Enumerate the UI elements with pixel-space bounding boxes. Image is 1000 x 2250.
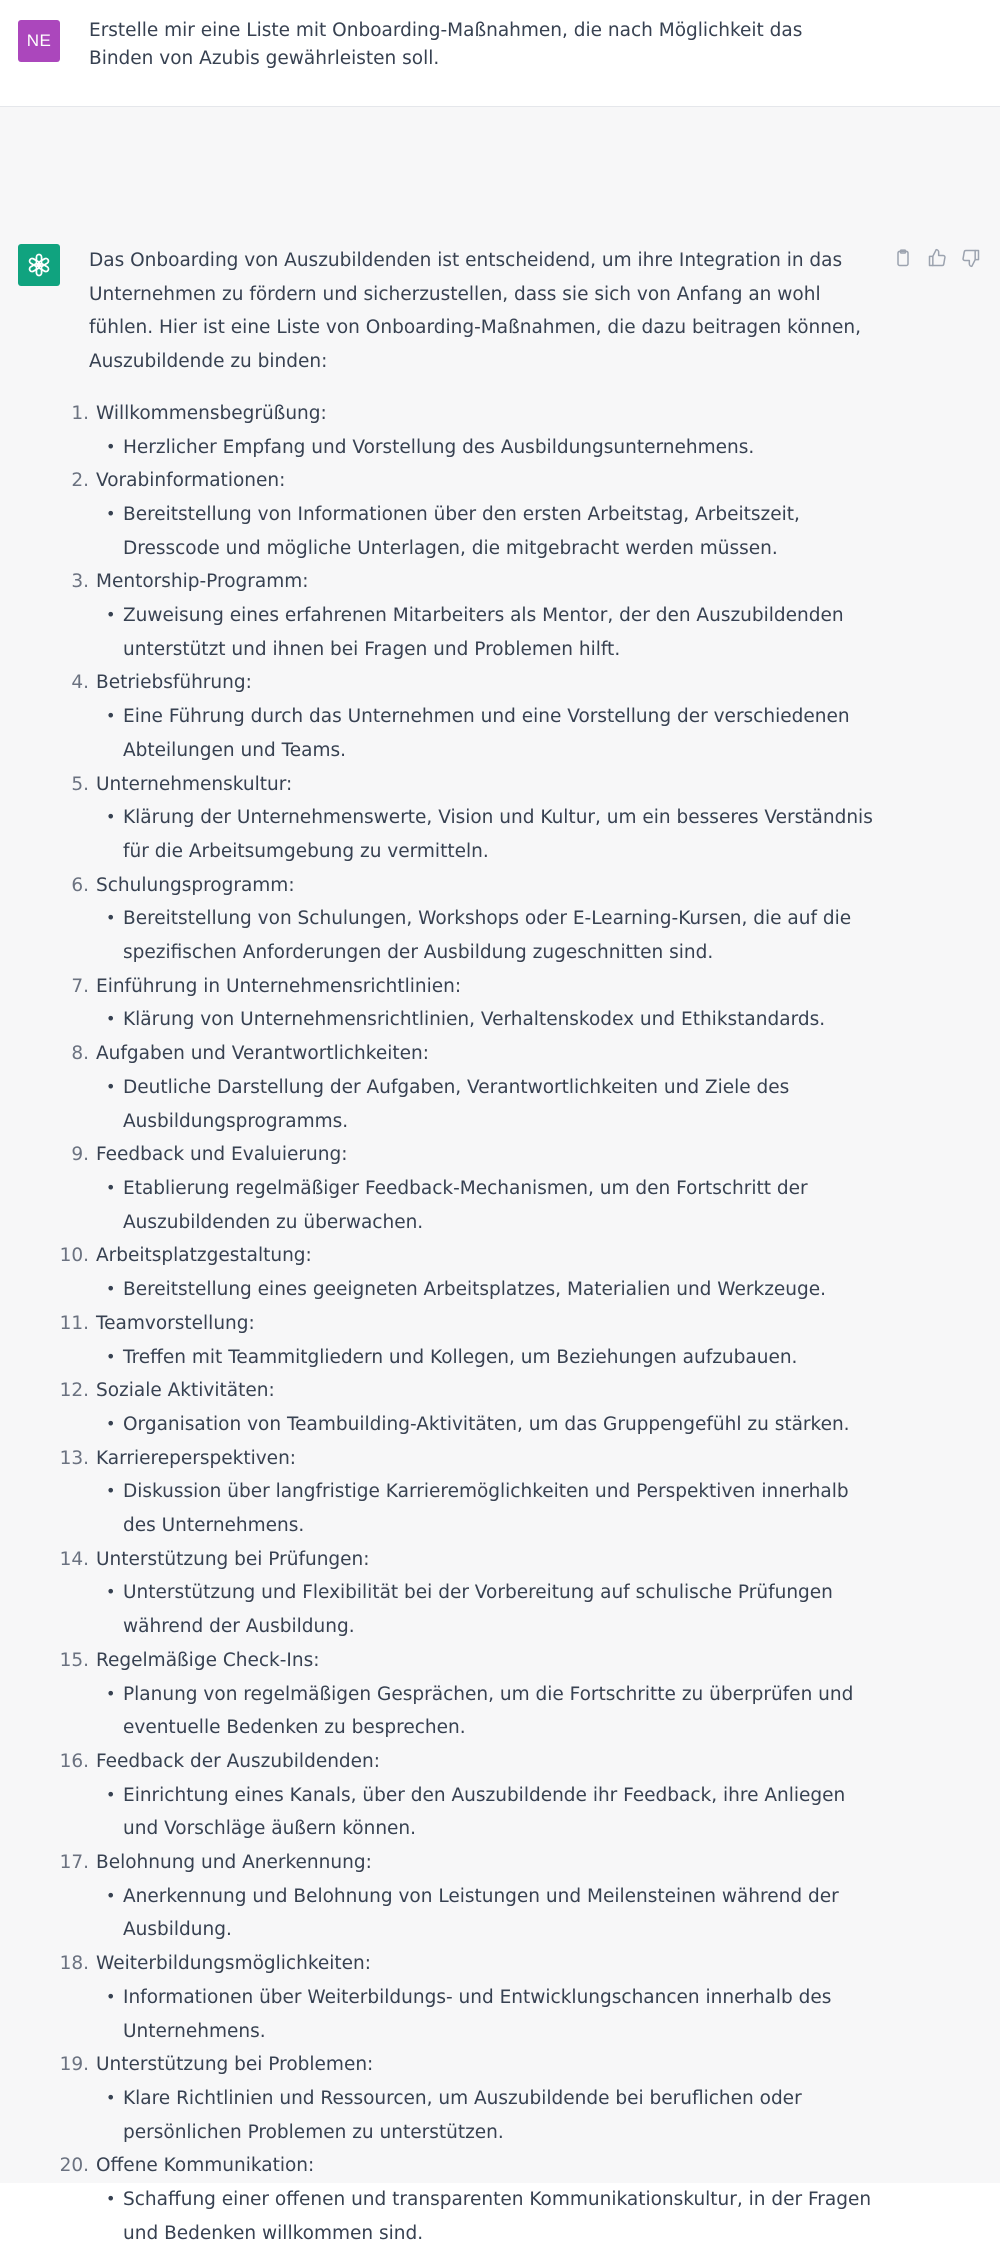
list-item-number: 2. bbox=[71, 470, 89, 492]
list-item-detail: Etablierung regelmäßiger Feedback-Mechanismen, um den Fortschritt der Auszubildenden zu überwachen. bbox=[123, 1177, 808, 1233]
list-item-number: 10. bbox=[59, 1245, 89, 1267]
list-item-bullet bbox=[96, 801, 879, 868]
list-item-title: Mentorship-Programm: bbox=[96, 571, 309, 593]
list-item-title: Willkommensbegrüßung: bbox=[96, 402, 327, 424]
assistant-content bbox=[59, 244, 879, 2250]
list-item-number: 11. bbox=[59, 1312, 89, 1334]
list-item-title: Betriebsführung: bbox=[96, 672, 252, 694]
list-item-number: 16. bbox=[59, 1750, 89, 1772]
bullet-icon: • bbox=[106, 1279, 116, 1299]
list-item bbox=[59, 1307, 879, 1374]
bullet-icon: • bbox=[106, 1076, 116, 1096]
list-item-detail: Eine Führung durch das Unternehmen und eine Vorstellung der verschiedenen Abteilungen und Teams. bbox=[123, 706, 850, 761]
clipboard-icon bbox=[893, 248, 913, 268]
list-item-detail: Organisation von Teambuilding-Aktivitäten, um das Gruppengefühl zu stärken. bbox=[123, 1413, 850, 1435]
list-item-number: 12. bbox=[59, 1380, 89, 1402]
assistant-intro: Das Onboarding von Auszubildenden ist entscheidend, um ihre Integration in das Unternehmen zu fördern und sicherzustellen, dass sie sich von Anfang an wohl fühlen. Hier ist eine Liste von Onboarding-Maßnahmen, die dazu beitragen können, Auszubildende zu binden: bbox=[89, 250, 861, 373]
list-item bbox=[71, 869, 879, 970]
list-item bbox=[71, 397, 879, 464]
list-item-title: Feedback der Auszubildenden: bbox=[96, 1750, 381, 1772]
bullet-icon: • bbox=[106, 1784, 116, 1804]
list-item-title: Karriereperspektiven: bbox=[96, 1447, 297, 1469]
list-item-title: Soziale Aktivitäten: bbox=[96, 1380, 275, 1402]
list-item-title: Vorabinformationen: bbox=[96, 470, 286, 492]
list-item-title: Regelmäßige Check-Ins: bbox=[96, 1649, 320, 1671]
bullet-icon: • bbox=[106, 908, 116, 928]
list-item bbox=[71, 1037, 879, 1138]
list-item-detail: Treffen mit Teammitgliedern und Kollegen, um Beziehungen aufzubauen. bbox=[123, 1346, 798, 1368]
list-item-detail: Unterstützung und Flexibilität bei der Vorbereitung auf schulische Prüfungen während der Ausbildung. bbox=[123, 1582, 833, 1638]
user-message bbox=[0, 0, 1000, 107]
list-item-bullet bbox=[96, 700, 879, 767]
list-item-number: 9. bbox=[71, 1144, 89, 1166]
bullet-icon: • bbox=[106, 1346, 116, 1366]
list-item-detail: Schaffung einer offenen und transparenten Kommunikationskultur, in der Fragen und Bedenken willkommen sind. bbox=[123, 2189, 872, 2244]
list-item-bullet bbox=[96, 599, 879, 666]
bullet-icon: • bbox=[106, 1986, 116, 2006]
list-item bbox=[59, 1644, 879, 1745]
bullet-icon: • bbox=[106, 1177, 116, 1197]
list-item bbox=[71, 666, 879, 767]
list-item bbox=[59, 1543, 879, 1644]
list-item-number: 14. bbox=[59, 1548, 89, 1570]
list-item-bullet bbox=[96, 1408, 879, 1442]
thumbs-down-icon bbox=[961, 248, 981, 268]
bullet-icon: • bbox=[106, 807, 116, 827]
list-item-bullet bbox=[96, 1003, 879, 1037]
list-item-title: Teamvorstellung: bbox=[96, 1312, 255, 1334]
list-item-bullet bbox=[96, 1576, 879, 1643]
list-item-number: 19. bbox=[59, 2054, 89, 2076]
list-item-detail: Zuweisung eines erfahrenen Mitarbeiters als Mentor, der den Auszubildenden unterstützt und ihnen bei Fragen und Problemen hilft. bbox=[123, 605, 844, 660]
list-item-detail: Planung von regelmäßigen Gesprächen, um die Fortschritte zu überprüfen und eventuelle Bedenken zu besprechen. bbox=[123, 1683, 854, 1739]
list-item bbox=[71, 565, 879, 666]
message-actions bbox=[892, 247, 982, 269]
list-item-bullet bbox=[96, 902, 879, 969]
bullet-icon: • bbox=[106, 2087, 116, 2107]
bullet-icon: • bbox=[106, 1683, 116, 1703]
bullet-icon: • bbox=[106, 605, 116, 625]
list-item-bullet bbox=[96, 1981, 879, 2048]
assistant-avatar bbox=[18, 244, 60, 286]
list-item-bullet bbox=[96, 1341, 879, 1375]
list-item-bullet bbox=[96, 1273, 879, 1307]
bullet-icon: • bbox=[106, 503, 116, 523]
list-item-detail: Diskussion über langfristige Karrieremöglichkeiten und Perspektiven innerhalb des Unternehmens. bbox=[123, 1481, 849, 1537]
list-item-number: 8. bbox=[71, 1043, 89, 1065]
list-item-number: 4. bbox=[71, 672, 89, 694]
list-item-detail: Einrichtung eines Kanals, über den Auszubildende ihr Feedback, ihre Anliegen und Vorschläge äußern können. bbox=[123, 1784, 846, 1840]
list-item-bullet bbox=[96, 1071, 879, 1138]
list-item-title: Weiterbildungsmöglichkeiten: bbox=[96, 1953, 371, 1975]
user-avatar: NE bbox=[18, 20, 60, 62]
list-item-bullet bbox=[96, 498, 879, 565]
list-item-detail: Anerkennung und Belohnung von Leistungen und Meilensteinen während der Ausbildung. bbox=[123, 1885, 839, 1941]
list-item bbox=[59, 1239, 879, 1306]
list-item-title: Arbeitsplatzgestaltung: bbox=[96, 1245, 312, 1267]
list-item-detail: Herzlicher Empfang und Vorstellung des Ausbildungsunternehmens. bbox=[123, 436, 755, 458]
list-item bbox=[71, 768, 879, 869]
thumbs-up-button[interactable] bbox=[926, 247, 948, 269]
openai-logo-icon bbox=[25, 251, 53, 279]
bullet-icon: • bbox=[106, 2189, 116, 2209]
list-item-title: Offene Kommunikation: bbox=[96, 2155, 315, 2177]
list-item-detail: Bereitstellung eines geeigneten Arbeitsplatzes, Materialien und Werkzeuge. bbox=[123, 1279, 827, 1301]
list-item-detail: Klärung von Unternehmensrichtlinien, Verhaltenskodex und Ethikstandards. bbox=[123, 1009, 826, 1031]
list-item bbox=[59, 1374, 879, 1441]
bullet-icon: • bbox=[106, 1009, 116, 1029]
onboarding-list bbox=[59, 397, 879, 2250]
list-item-detail: Informationen über Weiterbildungs- und Entwicklungschancen innerhalb des Unternehmens. bbox=[123, 1986, 832, 2042]
copy-button[interactable] bbox=[892, 247, 914, 269]
list-item bbox=[59, 1745, 879, 1846]
list-item-title: Unterstützung bei Prüfungen: bbox=[96, 1548, 370, 1570]
list-item-bullet bbox=[96, 431, 879, 465]
list-item-title: Unternehmenskultur: bbox=[96, 773, 293, 795]
list-item bbox=[71, 1138, 879, 1239]
bullet-icon: • bbox=[106, 1481, 116, 1501]
list-item-title: Schulungsprogramm: bbox=[96, 874, 295, 896]
list-item-title: Unterstützung bei Problemen: bbox=[96, 2054, 374, 2076]
list-item-bullet bbox=[96, 1172, 879, 1239]
bullet-icon: • bbox=[106, 1885, 116, 1905]
assistant-message bbox=[0, 107, 1000, 2244]
bullet-icon: • bbox=[106, 1413, 116, 1433]
list-item bbox=[59, 1947, 879, 2048]
list-item-bullet bbox=[96, 1779, 879, 1846]
list-item-number: 13. bbox=[59, 1447, 89, 1469]
list-item-bullet bbox=[96, 1880, 879, 1947]
list-item bbox=[59, 1442, 879, 1543]
list-item-detail: Bereitstellung von Informationen über den ersten Arbeitstag, Arbeitszeit, Dresscode und mögliche Unterlagen, die mitgebracht werden müssen. bbox=[123, 503, 800, 559]
list-item-title: Feedback und Evaluierung: bbox=[96, 1144, 348, 1166]
list-item-detail: Klärung der Unternehmenswerte, Vision und Kultur, um ein besseres Verständnis für die Arbeitsumgebung zu vermitteln. bbox=[123, 807, 873, 862]
list-item-detail: Bereitstellung von Schulungen, Workshops oder E-Learning-Kursen, die auf die spezifischen Anforderungen der Ausbildung zugeschnitten sind. bbox=[123, 908, 852, 964]
list-item-number: 7. bbox=[71, 975, 89, 997]
list-item-detail: Deutliche Darstellung der Aufgaben, Verantwortlichkeiten und Ziele des Ausbildungsprogramms. bbox=[123, 1076, 790, 1132]
list-item-title: Aufgaben und Verantwortlichkeiten: bbox=[96, 1043, 429, 1065]
user-message-text: Erstelle mir eine Liste mit Onboarding-Maßnahmen, die nach Möglichkeit das Binden von Azubis gewährleisten soll. bbox=[89, 20, 803, 69]
list-item-bullet bbox=[96, 1678, 879, 1745]
list-item bbox=[59, 2149, 879, 2250]
thumbs-down-button[interactable] bbox=[960, 247, 982, 269]
list-item-number: 1. bbox=[71, 402, 89, 424]
list-item bbox=[59, 2048, 879, 2149]
bullet-icon: • bbox=[106, 1582, 116, 1602]
list-item-number: 20. bbox=[59, 2155, 89, 2177]
list-item-number: 17. bbox=[59, 1852, 89, 1874]
list-item-title: Belohnung und Anerkennung: bbox=[96, 1852, 372, 1874]
list-item-number: 3. bbox=[71, 571, 89, 593]
list-item-number: 18. bbox=[59, 1953, 89, 1975]
list-item-number: 5. bbox=[71, 773, 89, 795]
bullet-icon: • bbox=[106, 706, 116, 726]
list-item-number: 15. bbox=[59, 1649, 89, 1671]
list-item-detail: Klare Richtlinien und Ressourcen, um Auszubildende bei beruflichen oder persönlichen Problemen zu unterstützen. bbox=[123, 2087, 802, 2143]
list-item-bullet bbox=[96, 1475, 879, 1542]
list-item bbox=[59, 1846, 879, 1947]
list-item bbox=[71, 464, 879, 565]
list-item-number: 6. bbox=[71, 874, 89, 896]
thumbs-up-icon bbox=[927, 248, 947, 268]
list-item-title: Einführung in Unternehmensrichtlinien: bbox=[96, 975, 462, 997]
list-item-bullet bbox=[96, 2082, 879, 2149]
list-item bbox=[71, 970, 879, 1037]
list-item-bullet bbox=[96, 2183, 879, 2250]
bullet-icon: • bbox=[106, 436, 116, 456]
